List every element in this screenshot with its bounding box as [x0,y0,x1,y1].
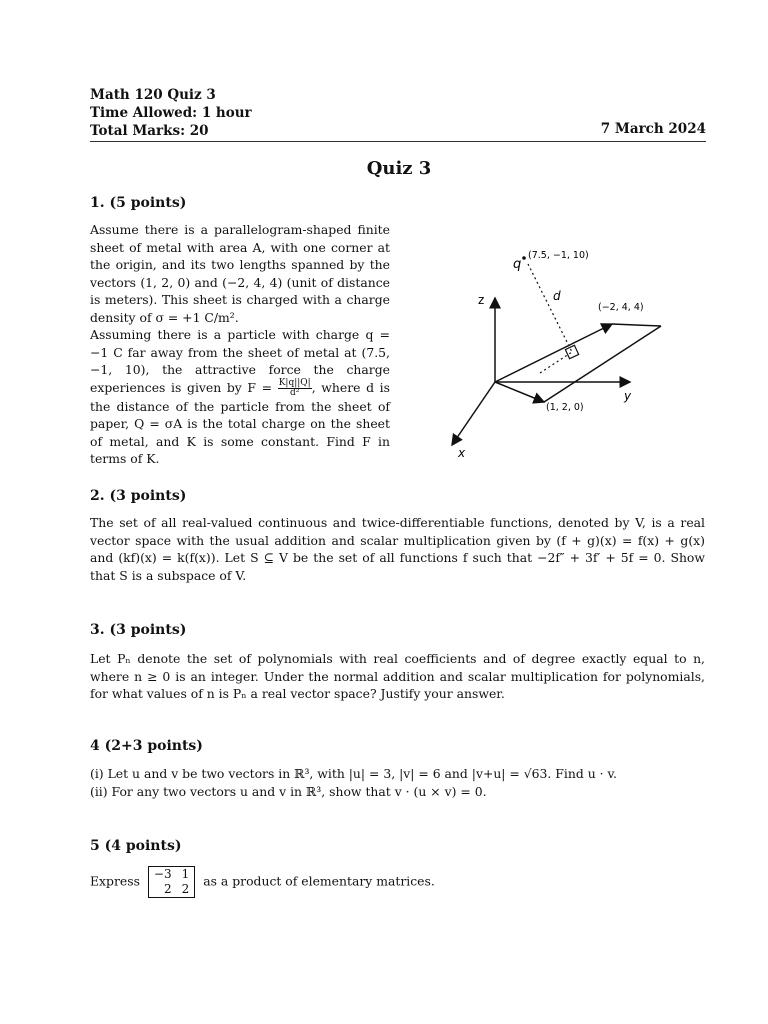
matrix-cell: 2 [148,882,176,898]
q5-heading: 5 (4 points) [90,838,182,854]
matrix-cell: 2 [177,882,195,898]
fraction-numerator: K|q||Q| [278,377,311,388]
q5-pre: Express [90,873,140,889]
matrix-cell: 1 [177,867,195,883]
total-marks: Total Marks: 20 [90,123,209,139]
q1-text-part2: Assuming there is a particle with charge q = −1 C far away from the sheet of metal at (7.5, −1, 10), the attractive force the charge experiences is given by F = [90,327,390,395]
label-z: z [478,293,485,307]
q4-part-i: (i) Let u and v be two vectors in ℝ³, with |u| = 3, |v| = 6 and |v+u| = √63. Find u · v. [90,766,617,781]
q3-text: Let Pₙ denote the set of polynomials with real coefficients and of degree exactly equal to n, where n ≥ 0 is an integer. Under the normal addition and scalar multiplication for polynomials, for what values of n is Pₙ a real vector space? Justify your answer. [90,651,705,701]
fraction-denominator: d² [290,387,300,398]
vector-1-arrow [495,382,544,402]
charge-point [522,256,526,260]
vector-2-arrow [495,324,612,382]
q4-part-ii: (ii) For any two vectors u and v in ℝ³, show that v · (u × v) = 0. [90,783,487,799]
force-fraction [278,379,312,398]
distance-line [528,264,572,352]
quiz-date: 7 March 2024 [600,121,706,137]
vector-diagram [440,240,700,465]
label-q: q [513,257,522,272]
q5-post: as a product of elementary matrices. [203,873,435,889]
label-q-point: (7.5, −1, 10) [528,250,589,261]
label-x: x [458,446,466,460]
label-vector-1: (1, 2, 0) [546,402,584,413]
q2-heading: 2. (3 points) [90,488,187,504]
page-title: Quiz 3 [366,158,432,179]
q4-heading: 4 (2+3 points) [90,738,203,754]
parallelogram-edge [544,326,661,402]
label-vector-2: (−2, 4, 4) [598,302,644,313]
q5-text [90,866,705,898]
q1-text-part3: , where d is the distance of the particle from the sheet of paper, Q = σA is the total charge on the sheet of metal, and K is some constant. Find F in terms of K. [90,379,390,466]
label-d: d [553,289,561,303]
q1-text-part1: Assume there is a parallelogram-shaped finite sheet of metal with area A, with one corner at the origin, and its two lengths spanned by the vectors (1, 2, 0) and (−2, 4, 4) (unit of distance is meters). This sheet is charged with a charge density of σ = +1 C/m². [90,222,390,325]
time-allowed: Time Allowed: 1 hour [90,105,252,121]
projection-line [540,352,572,373]
q2-text: The set of all real-valued continuous and twice-differentiable functions, denoted by V, is a real vector space with the usual addition and scalar multiplication given by (f + g)(x) = f(x) + g(x) and (kf)(x) = k(f(x)). Let S ⊆ V be the set of all functions f such that −2f″ + 3f′ + 5f = 0. Show that S is a subspace of V. [90,515,705,583]
header-rule [90,141,706,142]
matrix [148,866,195,898]
matrix-cell: −3 [148,867,176,883]
q1-heading: 1. (5 points) [90,195,187,211]
q1-text [90,221,390,468]
label-y: y [624,389,632,403]
x-axis [452,382,495,445]
parallelogram-edge [612,324,661,326]
q4-text [90,765,705,800]
course-title: Math 120 Quiz 3 [90,87,216,103]
q3-heading: 3. (3 points) [90,622,187,638]
